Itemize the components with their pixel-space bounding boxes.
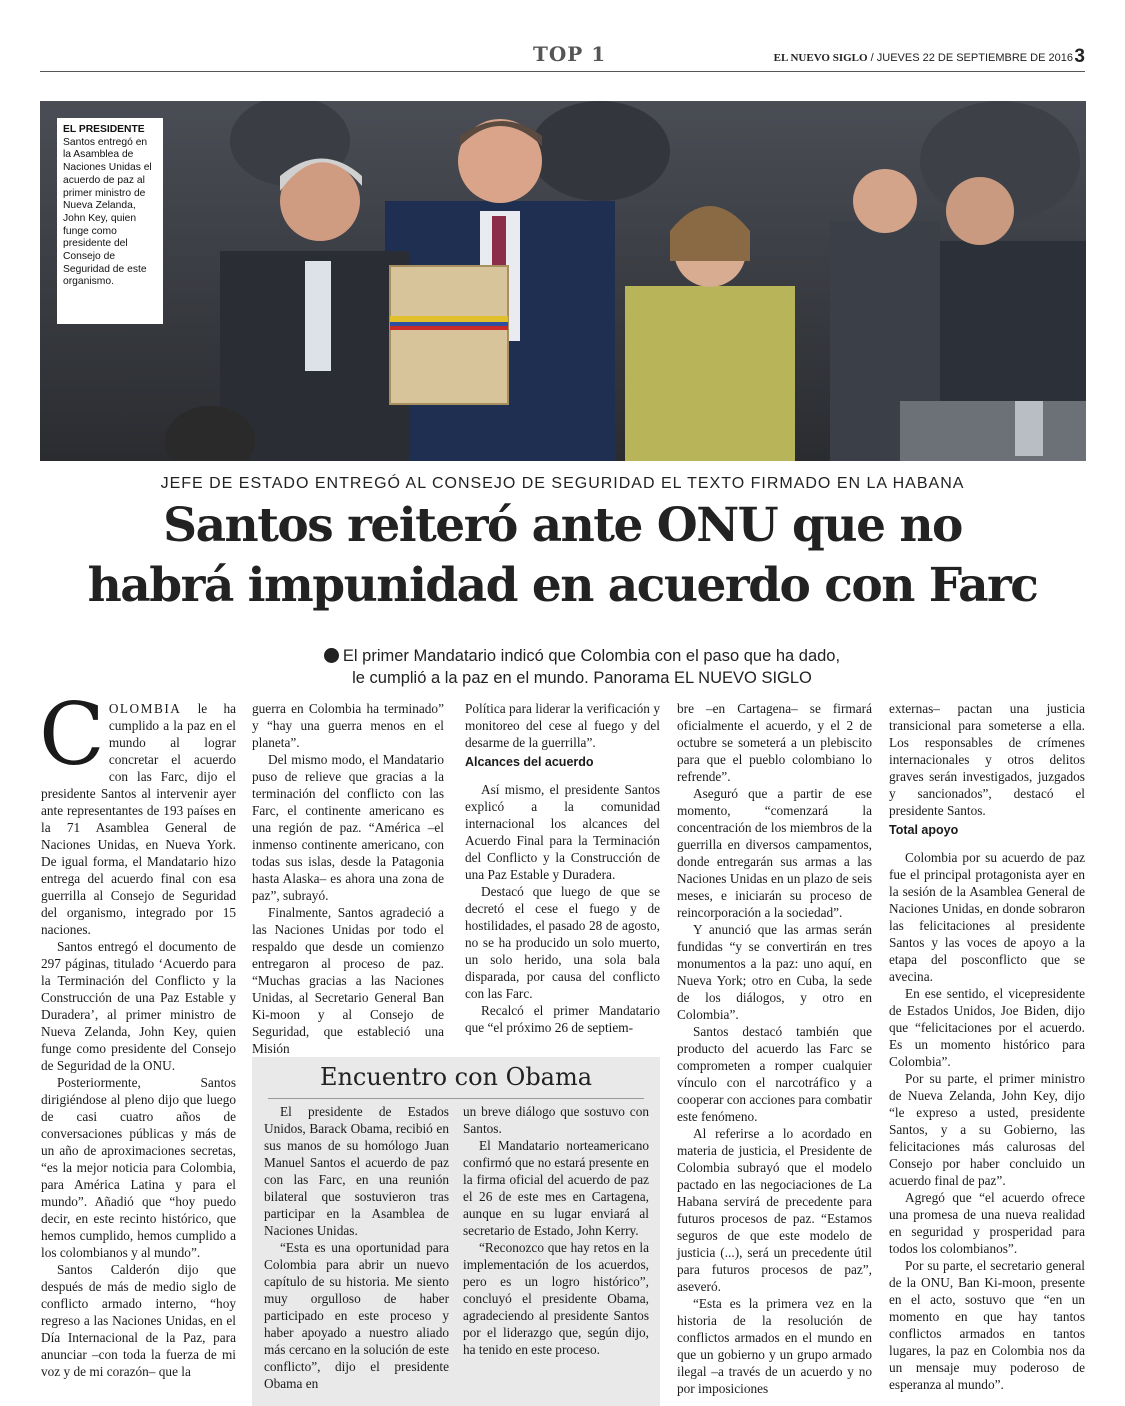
lead-photo	[40, 101, 1086, 461]
sidebar-right-p3: “Reconozco que hay retos en la implementación de los acuerdos, pero es un logro histórico”, concluyó el presidente Obama, agradeciendo al presidente Santos por el liderazgo que, según dijo, ha tenido en este proceso.	[463, 1240, 649, 1357]
masthead	[774, 52, 1073, 64]
col1-p3: Posteriormente, Santos dirigiéndose al pleno dijo que luego de casi cuatro años de conversaciones públicas y más de un año de aproximaciones secretas, “es la mejor noticia para Colombia, para América Latina y para el mundo”. Añadió que “hoy puedo decir, en este recinto histórico, que hemos cumplido, hemos cumplido a los colombianos y al mundo”.	[41, 1075, 236, 1260]
col2-p3: Finalmente, Santos agradeció a las Naciones Unidas por todo el respaldo que desde un comienzo entregaron al proceso de paz. “Muchas gracias a las Naciones Unidas, al Secretario General Ban Ki-moon y al Consejo de Seguridad, que estableció una Misión	[252, 905, 444, 1056]
col3-p2: Así mismo, el presidente Santos explicó a la comunidad internacional los alcances del Acuerdo Final para la Terminación del Conflicto y la Construcción de una Paz Estable y Duradera.	[465, 782, 660, 882]
col4-p4: Santos destacó también que producto del acuerdo las Farc se comprometen a romper cualquier vínculo con el narcotráfico y a cooperar con acciones para combatir este fenómeno.	[677, 1024, 872, 1124]
sidebar-column-right	[463, 1103, 649, 1358]
col5-p1: externas– pactan una justicia transicional para someterse a ella. Los responsables de crímenes internacionales y otros delitos graves serán investigados, juzgados y sancionados”, destacó el presidente Santos.	[889, 701, 1085, 818]
article-column-2	[252, 700, 444, 1057]
subhead-alcances: Alcances del acuerdo	[465, 755, 594, 769]
col4-p5: Al referirse a lo acordado en materia de justicia, el Presidente de Colombia subrayó que el modelo pactado en las negociaciones de La Habana servirá de precedente para futuros procesos de paz. “Estamos seguros de que este modelo de justicia (...), será un precedente útil para futuros procesos de paz”, aseveró.	[677, 1126, 872, 1294]
headline	[0, 496, 1125, 616]
sidebar-title: Encuentro con Obama	[319, 1063, 593, 1091]
headline-line-2: habrá impunidad en acuerdo con Farc	[87, 558, 1038, 613]
sidebar-right-p1: un breve diálogo que sostuvo con Santos.	[463, 1104, 649, 1136]
photo-caption	[57, 118, 163, 324]
col4-p2: Aseguró que a partir de ese momento, “comenzará la concentración de los miembros de la guerrilla en diversos campamentos, donde entregarán sus armas a las Naciones Unidas en un plazo de seis meses, e iniciarán su proceso de reincorporación a la sociedad”.	[677, 786, 872, 920]
col3-p3: Destacó que luego de que se decretó el cese el fuego y de hostilidades, el pasado 28 de agosto, no se ha producido un solo muerto, un solo herido, una sola bala disparada, por causa del conflicto con las Farc.	[465, 884, 660, 1001]
article-column-5	[889, 700, 1085, 1393]
col1-p2: Santos entregó el documento de 297 páginas, titulado ‘Acuerdo para la Terminación del Conflicto y la Construcción de una Paz Estable y Duradera’, al primer ministro de Nueva Zelanda, John Key, quien funge como presidente del Consejo de Seguridad de la ONU.	[41, 939, 236, 1073]
drop-cap: C	[39, 685, 105, 785]
bullet-icon	[324, 648, 339, 663]
article-column-1	[39, 685, 236, 1380]
page-number: 3	[1074, 46, 1085, 67]
deck-line-1: El primer Mandatario indicó que Colombia con el paso que ha dado,	[342, 647, 841, 665]
col5-p3: En ese sentido, el vicepresidente de Estados Unidos, Joe Biden, dijo que “felicitaciones por el acuerdo. Es un momento histórico para Colombia”.	[889, 986, 1085, 1069]
section-label: TOP 1	[533, 42, 607, 66]
paper-name: EL NUEVO SIGLO	[773, 52, 868, 64]
sidebar-rule	[268, 1098, 644, 1099]
photo-illustration	[40, 101, 1086, 461]
caption-title: EL PRESIDENTE	[63, 124, 145, 135]
article-column-3	[465, 700, 660, 1036]
col3-p4: Recalcó el primer Mandatario que “el próximo 26 de septiem-	[465, 1003, 660, 1035]
col2-p1: guerra en Colombia ha terminado” y “hay una guerra menos en el planeta”.	[252, 701, 444, 750]
col3-p1: Política para liderar la verificación y monitoreo del cese al fuego y del desarme de la guerrilla”.	[465, 701, 660, 750]
col5-p4: Por su parte, el primer ministro de Nueva Zelanda, John Key, dijo “le expreso a usted, presidente Santos, y a su Gobierno, las felicitaciones más calurosas del Consejo por haber concluido un acuerdo final de paz”.	[889, 1071, 1085, 1188]
deck-line-2: le cumplió a la paz en el mundo. Panorama EL NUEVO SIGLO	[352, 669, 812, 687]
caption-text: Santos entregó en la Asamblea de Naciones Unidas el acuerdo de paz al primer ministro de Nueva Zelanda, John Key, quien funge como presidente del Consejo de Seguridad de este organismo.	[63, 136, 152, 288]
kicker: JEFE DE ESTADO ENTREGÓ AL CONSEJO DE SEGURIDAD EL TEXTO FIRMADO EN LA HABANA	[160, 475, 965, 492]
article-column-4	[677, 700, 872, 1397]
deck	[262, 645, 902, 689]
col4-p3: Y anunció que las armas serán fundidas “y se convertirán en tres monumentos a la paz: uno aquí, en Nueva York; otro en Cuba, la sede de los diálogos, y otro en Colombia”.	[677, 922, 872, 1022]
issue-date: / JUEVES 22 DE SEPTIEMBRE DE 2016	[867, 52, 1073, 64]
headline-line-1: Santos reiteró ante ONU que no	[163, 498, 962, 553]
subhead-total-apoyo: Total apoyo	[889, 823, 959, 837]
sidebar-left-p2: “Esta es una oportunidad para Colombia para abrir un nuevo capítulo de su historia. Me siento muy orgulloso de haber participado en este proceso y haber apoyado a nuestro aliado más cercano en la solución de este conflicto”, dijo el presidente Obama en	[264, 1240, 449, 1391]
col5-p5: Agregó que “el acuerdo ofrece una promesa de una nueva realidad en seguridad y prosperidad para todos los colombianos”.	[889, 1190, 1085, 1256]
col4-p6: “Esta es la primera vez en la historia de la resolución de conflictos armados en el mundo en que un gobierno y un grupo armado ilegal –a través de un acuerdo y no por imposiciones	[677, 1296, 872, 1396]
lead-caps: OLOMBIA	[108, 701, 182, 716]
col4-p1: bre –en Cartagena– se firmará oficialmente el acuerdo, y el 2 de octubre se someterá a un plebiscito para que el pueblo colombiano lo refrende”.	[677, 701, 872, 784]
sidebar-column-left	[264, 1103, 449, 1392]
sidebar-right-p2: El Mandatario norteamericano confirmó que no estará presente en la firma oficial del acuerdo de paz el 26 de este mes en Cartagena, aunque en su lugar enviará al secretario de Estado, John Kerry.	[463, 1138, 649, 1238]
header-rule	[40, 71, 1085, 72]
col1-p4: Santos Calderón dijo que después de más de medio siglo de conflicto armado interno, “hoy regreso a las Naciones Unidas, en el Día Internacional de la Paz, para anunciar –con toda la fuerza de mi voz y de mi corazón– que la	[41, 1262, 236, 1379]
col5-p2: Colombia por su acuerdo de paz fue el principal protagonista ayer en la sesión de la Asamblea General de Naciones Unidas, en donde sobraron las felicitaciones al presidente Santos y las voces de apoyo a la etapa del posconflicto que se avecina.	[889, 850, 1085, 984]
col5-p6: Por su parte, el secretario general de la ONU, Ban Ki-moon, presente en el acto, sostuvo que “en un momento en que hay tantos conflictos armados en tantos lugares, la paz en Colombia nos da un mensaje muy poderoso de esperanza al mundo”.	[889, 1258, 1085, 1392]
sidebar-left-p1: El presidente de Estados Unidos, Barack Obama, recibió en sus manos de su homólogo Juan Manuel Santos el acuerdo de paz con las Farc, en una reunión bilateral que sostuvieron tras participar en la Asamblea de Naciones Unidas.	[264, 1104, 449, 1238]
col2-p2: Del mismo modo, el Mandatario puso de relieve que gracias a la terminación del conflicto con las Farc, el continente americano es una región de paz. “América –el inmenso continente americano, con todas sus islas, desde la Patagonia hasta Alaska– es ahora una zona de paz”, subrayó.	[252, 752, 444, 903]
col1-p1: le ha cumplido a la paz en el mundo al lograr concretar el acuerdo con las Farc, dijo el presidente Santos al intervenir ayer ante representantes de 193 países en la 71 Asamblea General de Naciones Unidas, en Nueva York. De igual forma, el Mandatario hizo entrega del acuerdo final con esa guerrilla al Consejo de Seguridad del organismo, integrado por 15 naciones.	[41, 701, 236, 937]
